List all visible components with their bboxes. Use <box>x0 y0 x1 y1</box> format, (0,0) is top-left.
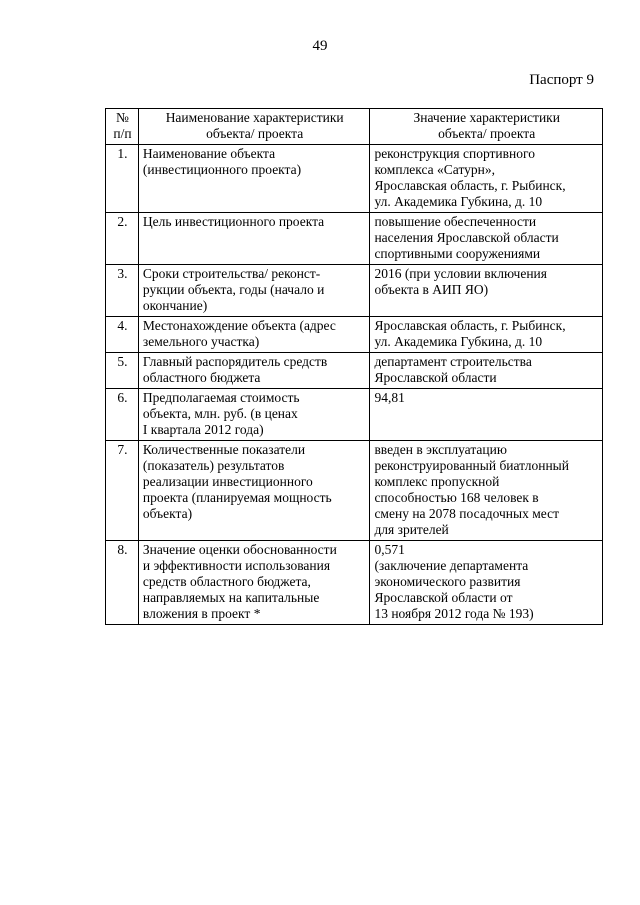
characteristic-name-line: Количественные показатели <box>142 442 306 457</box>
table-row <box>106 265 603 317</box>
characteristic-name-line: Главный распорядитель средств <box>142 354 328 369</box>
header-text: № <box>116 110 129 125</box>
row-number: 4. <box>106 317 139 353</box>
row-number: 3. <box>106 265 139 317</box>
characteristic-value-line: 0,571 <box>374 542 405 557</box>
characteristic-name-line: Предполагаемая стоимость <box>142 390 300 405</box>
table-header-row <box>106 109 603 145</box>
characteristic-value-line: реконструкция спортивного <box>374 146 535 161</box>
characteristic-value <box>370 265 603 317</box>
row-number: 6. <box>106 389 139 441</box>
passport-label: Паспорт 9 <box>529 72 594 88</box>
characteristic-name-line: Цель инвестиционного проекта <box>142 214 325 229</box>
table-row <box>106 213 603 265</box>
characteristic-name-line: средств областного бюджета, <box>142 574 311 589</box>
characteristic-value-line: (заключение департамента <box>374 558 529 573</box>
header-text: Наименование характеристики <box>165 110 344 125</box>
header-text: объекта/ проекта <box>206 126 304 141</box>
header-text: Значение характеристики <box>413 110 560 125</box>
characteristic-value <box>370 317 603 353</box>
header-name <box>138 109 370 145</box>
row-number: 1. <box>106 145 139 213</box>
characteristic-name-line: Сроки строительства/ реконст- <box>142 266 321 281</box>
characteristic-name-line: окончание) <box>142 298 208 313</box>
characteristic-value-line: департамент строительства <box>374 354 532 369</box>
characteristic-value-line: комплекс пропускной <box>374 474 500 489</box>
characteristic-value-line: повышение обеспеченности <box>374 214 537 229</box>
table-row <box>106 541 603 625</box>
characteristic-name-line: вложения в проект * <box>142 606 261 621</box>
characteristic-value-line: Ярославская область, г. Рыбинск, <box>374 178 566 193</box>
characteristic-name <box>138 389 370 441</box>
characteristic-value-line: 94,81 <box>374 390 405 405</box>
characteristic-value <box>370 353 603 389</box>
characteristic-name-line: проекта (планируемая мощность <box>142 490 332 505</box>
characteristic-value-line: объекта в АИП ЯО) <box>374 282 489 297</box>
characteristic-value <box>370 145 603 213</box>
characteristic-value <box>370 441 603 541</box>
header-text: объекта/ проекта <box>438 126 536 141</box>
row-number: 8. <box>106 541 139 625</box>
characteristic-name-line: Наименование объекта <box>142 146 276 161</box>
characteristic-value-line: населения Ярославской области <box>374 230 559 245</box>
characteristic-value-line: введен в эксплуатацию <box>374 442 507 457</box>
table-row <box>106 389 603 441</box>
characteristic-name-line: (показатель) результатов <box>142 458 285 473</box>
row-number: 7. <box>106 441 139 541</box>
characteristic-value <box>370 213 603 265</box>
characteristic-value-line: комплекса «Сатурн», <box>374 162 496 177</box>
header-text: п/п <box>113 126 132 141</box>
characteristic-name-line: рукции объекта, годы (начало и <box>142 282 325 297</box>
characteristic-name-line: Значение оценки обоснованности <box>142 542 337 557</box>
characteristic-value-line: реконструированный биатлонный <box>374 458 569 473</box>
characteristic-name <box>138 541 370 625</box>
characteristic-value-line: 2016 (при условии включения <box>374 266 547 281</box>
characteristic-value-line: 13 ноября 2012 года № 193) <box>374 606 534 621</box>
header-num <box>106 109 139 145</box>
characteristic-value-line: Ярославская область, г. Рыбинск, <box>374 318 566 333</box>
characteristic-name-line: Местонахождение объекта (адрес <box>142 318 336 333</box>
characteristic-name-line: I квартала 2012 года) <box>142 422 264 437</box>
characteristic-value-line: смену на 2078 посадочных мест <box>374 506 559 521</box>
characteristic-value <box>370 389 603 441</box>
characteristic-value-line: экономического развития <box>374 574 521 589</box>
characteristic-name <box>138 265 370 317</box>
characteristic-name-line: реализации инвестиционного <box>142 474 313 489</box>
characteristic-value-line: для зрителей <box>374 522 449 537</box>
characteristic-name <box>138 317 370 353</box>
characteristic-name <box>138 213 370 265</box>
characteristic-name <box>138 353 370 389</box>
characteristic-name-line: земельного участка) <box>142 334 260 349</box>
characteristic-value-line: ул. Академика Губкина, д. 10 <box>374 194 543 209</box>
characteristic-value-line: спортивными сооружениями <box>374 246 541 261</box>
row-number: 2. <box>106 213 139 265</box>
characteristic-name <box>138 145 370 213</box>
header-value <box>370 109 603 145</box>
characteristic-value-line: Ярославской области <box>374 370 497 385</box>
characteristic-value-line: Ярославской области от <box>374 590 513 605</box>
characteristic-name-line: объекта, млн. руб. (в ценах <box>142 406 298 421</box>
passport-table <box>105 108 603 625</box>
characteristic-name <box>138 441 370 541</box>
characteristic-name-line: областного бюджета <box>142 370 261 385</box>
characteristic-name-line: объекта) <box>142 506 193 521</box>
table-row <box>106 145 603 213</box>
characteristic-value <box>370 541 603 625</box>
characteristic-name-line: направляемых на капитальные <box>142 590 320 605</box>
characteristic-name-line: (инвестиционного проекта) <box>142 162 302 177</box>
characteristic-value-line: ул. Академика Губкина, д. 10 <box>374 334 543 349</box>
characteristic-name-line: и эффективности использования <box>142 558 331 573</box>
table-row <box>106 353 603 389</box>
table-row <box>106 441 603 541</box>
table-body <box>106 145 603 625</box>
page-number: 49 <box>312 38 328 54</box>
characteristic-value-line: способностью 168 человек в <box>374 490 539 505</box>
table-row <box>106 317 603 353</box>
row-number: 5. <box>106 353 139 389</box>
